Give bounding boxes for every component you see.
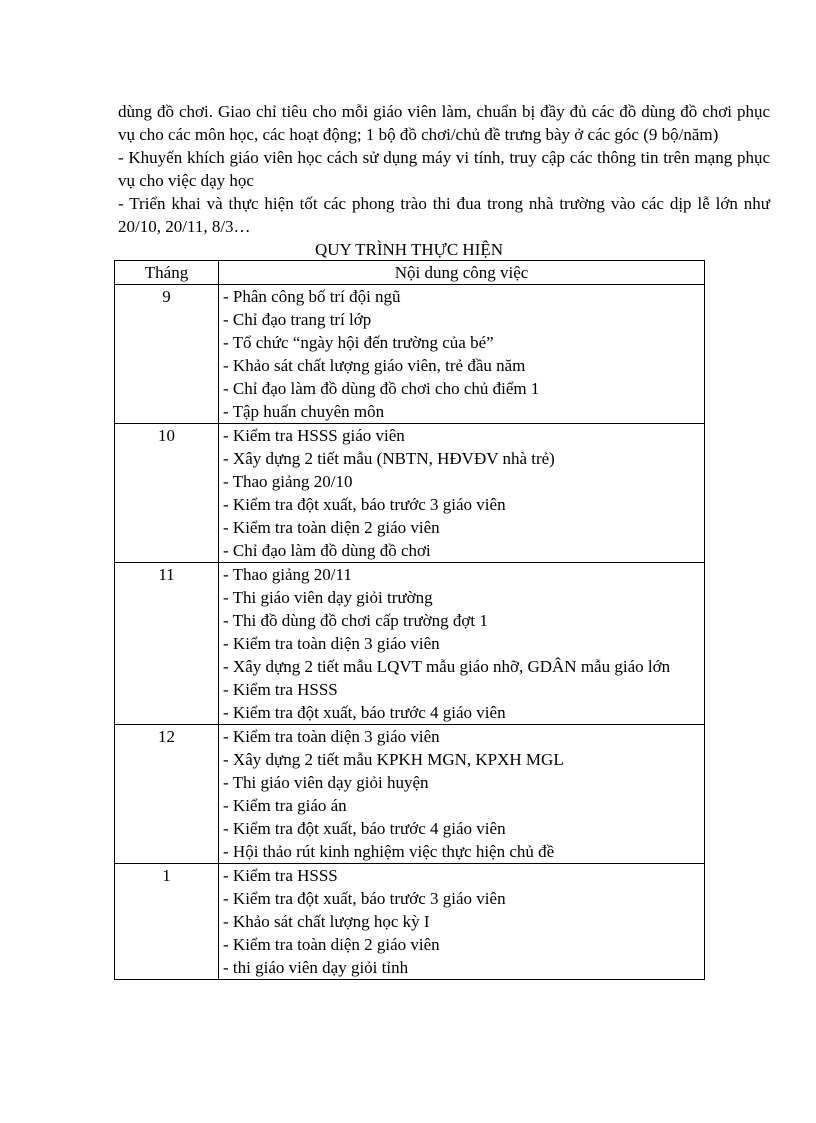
task-item: - Kiểm tra HSSS giáo viên	[223, 426, 405, 445]
month-cell: 9	[115, 285, 219, 424]
content-cell	[219, 864, 705, 980]
task-item: - Thi giáo viên dạy giỏi trường	[223, 588, 433, 607]
content-cell	[219, 563, 705, 725]
task-item: - Tổ chức “ngày hội đến trường của bé”	[223, 333, 494, 352]
header-month: Tháng	[115, 261, 219, 285]
task-item: - Kiểm tra đột xuất, báo trước 4 giáo viên	[223, 819, 506, 838]
table-row	[115, 424, 705, 563]
task-item: - Kiểm tra HSSS	[223, 866, 338, 885]
task-item: - Tập huấn chuyên môn	[223, 402, 385, 421]
task-item: - Kiểm tra toàn diện 2 giáo viên	[223, 935, 440, 954]
month-cell: 11	[115, 563, 219, 725]
task-item: - Kiểm tra toàn diện 3 giáo viên	[223, 634, 440, 653]
content-cell	[219, 424, 705, 563]
task-item: - Thi đồ dùng đồ chơi cấp trường đợt 1	[223, 611, 488, 630]
task-item: - Chỉ đạo làm đồ dùng đồ chơi cho chủ điểm 1	[223, 379, 540, 398]
task-item: - Kiểm tra HSSS	[223, 680, 338, 699]
month-cell: 1	[115, 864, 219, 980]
schedule-table	[114, 260, 705, 980]
document-page	[118, 100, 770, 980]
task-item: - Kiểm tra giáo án	[223, 796, 347, 815]
task-item: - Thi giáo viên dạy giỏi huyện	[223, 773, 429, 792]
task-item: - Thao giảng 20/10	[223, 472, 353, 491]
intro-paragraph-1: dùng đồ chơi. Giao chỉ tiêu cho mỗi giáo viên làm, chuẩn bị đầy đủ các đồ dùng đồ chơi phục vụ cho các môn học, các hoạt động; 1 bộ đồ chơi/chủ đề trưng bày ở các góc (9 bộ/năm)	[118, 102, 770, 144]
task-item: - Phân công bố trí đội ngũ	[223, 287, 401, 306]
task-item: - Xây dựng 2 tiết mẫu LQVT mẫu giáo nhỡ, GDÂN mẫu giáo lớn	[223, 657, 671, 676]
task-item: - Kiểm tra đột xuất, báo trước 4 giáo viên	[223, 703, 506, 722]
header-content: Nội dung công việc	[219, 261, 705, 285]
task-item: - thi giáo viên dạy giỏi tỉnh	[223, 958, 409, 977]
task-item: - Kiểm tra toàn diện 3 giáo viên	[223, 727, 440, 746]
task-item: - Thao giảng 20/11	[223, 565, 352, 584]
task-item: - Xây dựng 2 tiết mẫu (NBTN, HĐVĐV nhà trẻ)	[223, 449, 555, 468]
task-item: - Xây dựng 2 tiết mẫu KPKH MGN, KPXH MGL	[223, 750, 564, 769]
table-row	[115, 725, 705, 864]
intro-paragraph-2: - Khuyến khích giáo viên học cách sử dụng máy vi tính, truy cập các thông tin trên mạng phục vụ cho việc dạy học	[118, 148, 770, 190]
task-item: - Hội thảo rút kinh nghiệm việc thực hiện chủ đề	[223, 842, 555, 861]
content-cell	[219, 285, 705, 424]
task-item: - Khảo sát chất lượng giáo viên, trẻ đầu năm	[223, 356, 526, 375]
table-row	[115, 864, 705, 980]
task-item: - Kiểm tra toàn diện 2 giáo viên	[223, 518, 440, 537]
table-title: QUY TRÌNH THỰC HIỆN	[314, 240, 504, 259]
month-cell: 10	[115, 424, 219, 563]
task-item: - Kiểm tra đột xuất, báo trước 3 giáo viên	[223, 889, 506, 908]
task-item: - Khảo sát chất lượng học kỳ I	[223, 912, 430, 931]
task-item: - Chỉ đạo làm đồ dùng đồ chơi	[223, 541, 431, 560]
intro-paragraph-3: - Triển khai và thực hiện tốt các phong trào thi đua trong nhà trường vào các dịp lễ lớn như 20/10, 20/11, 8/3…	[118, 194, 770, 236]
month-cell: 12	[115, 725, 219, 864]
task-item: - Kiểm tra đột xuất, báo trước 3 giáo viên	[223, 495, 506, 514]
table-body	[115, 285, 705, 980]
table-row	[115, 563, 705, 725]
table-row	[115, 285, 705, 424]
content-cell	[219, 725, 705, 864]
table-header-row	[115, 261, 705, 285]
task-item: - Chỉ đạo trang trí lớp	[223, 310, 372, 329]
